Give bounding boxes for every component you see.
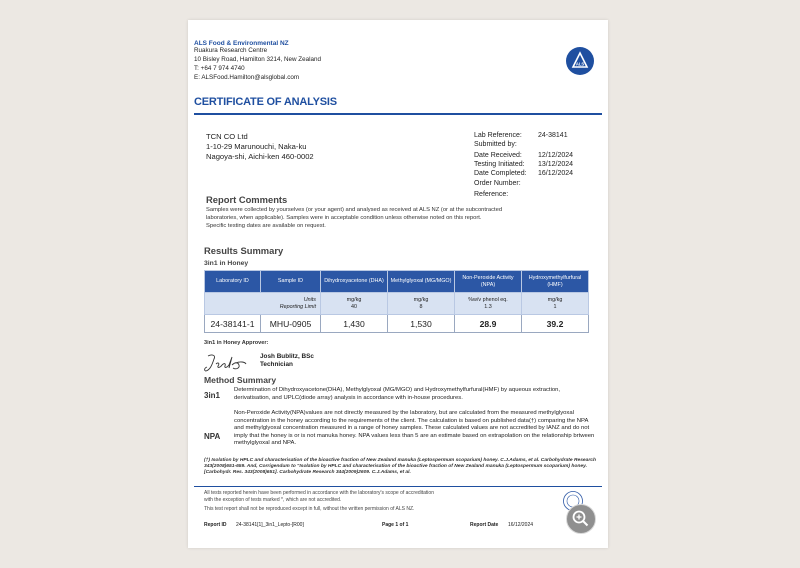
address-line: Ruakura Research Centre [194,47,268,54]
footer-line: This test report shall not be reproduced except in full, without the written permission of ALS NZ. [204,506,415,512]
column-header: Sample ID [261,271,321,293]
lab-name: ALS Food & Environmental NZ [194,40,289,47]
lab-reference-value: 24-38141 [538,132,568,139]
units-row [205,293,589,315]
column-header: Non-Peroxide Activity (NPA) [455,271,522,293]
hmf-value: 39.2 [522,315,589,333]
npa-value: 28.9 [455,315,522,333]
reference-label: Reference: [474,191,509,198]
unit-cell: mg/kg 8 [388,293,455,315]
lab-id-cell: 24-38141-1 [205,315,261,333]
signer-block [260,353,314,369]
units-label-cell [205,293,321,315]
results-subheading: 3in1 in Honey [204,260,249,267]
testing-initiated-label: Testing Initiated: [474,161,525,168]
comment-line: Specific testing dates are available on request. [206,223,326,229]
signature [202,350,250,376]
date-completed-value: 16/12/2024 [538,170,574,177]
results-summary-heading: Results Summary [204,245,284,256]
order-number-label: Order Number: [474,180,521,187]
dha-value: 1,430 [321,315,388,333]
client-line: 1-10-29 Marunouchi, Naka-ku [206,142,307,151]
sample-id-cell: MHU-0905 [261,315,321,333]
address-line: E: ALSFood.Hamilton@alsglobal.com [194,74,300,81]
page-number: Page 1 of 1 [382,522,409,528]
method-code: NPA [204,432,221,441]
unit-cell: mg/kg 40 [321,293,388,315]
address-line: 10 Bisley Road, Hamilton 3214, New Zealand [194,56,322,63]
report-comments-heading: Report Comments [206,194,288,205]
report-id-value: 24-38141[1]_3in1_Lepto-[R00] [236,522,304,528]
signer-name: Josh Bublitz, BSc [260,353,314,360]
results-table [204,270,589,333]
date-received-label: Date Received: [474,152,522,159]
certificate-page [188,20,608,548]
page-title: CERTIFICATE OF ANALYSIS [194,96,337,108]
method-description: Determination of Dihydroxyacetone(DHA), Methylglyoxal (MG/MGO) and Hydroxymethylfurfural(HMF) by aqueous extraction, derivatisation, and UPLC(diode array) analysis in accordance with in-house procedures. [234,387,561,401]
method-description: Non-Peroxide Activity(NPA)values are not directly measured by the laboratory, but are calculated from the measured methylglyoxal concentration in the honey according to the requirements of the client. The calculation is based on published data(†) comparing the NPA and methylglyoxal concentration measured in a range of honey samples. These calculated values are not accredited by IANZ and do not imply that the honey is or is not manuka honey. NPA values less than 5 are an estimate based on extrapolation on the relationship brtween methylglyoxal and NPA. [234,410,595,447]
submitted-by-label: Submitted by: [474,141,517,148]
report-date-value: 16/12/2024 [508,522,534,528]
method-summary-heading: Method Summary [204,375,277,385]
method-code: 3in1 [204,391,221,400]
report-id-label: Report ID [204,522,227,528]
column-header: Dihydroxyacetone (DHA) [321,271,388,293]
comment-line: laboratories, when applicable). Samples were in acceptable condition unless otherwise noted on this report. [206,215,482,221]
als-logo [566,47,594,75]
date-completed-label: Date Completed: [474,170,527,177]
client-line: Nagoya-shi, Aichi-ken 460-0002 [206,152,314,161]
header-divider [194,113,602,115]
column-header: Methylglyoxal (MG/MGO) [388,271,455,293]
signer-role: Technician [260,361,293,368]
footer-line: All tests reported herein have been performed in accordance with the laboratory's scope of accreditation [204,490,434,496]
report-date-label: Report Date [470,522,499,528]
table-header-row [205,271,589,293]
reporting-limit-label: Reporting Limit [279,303,316,310]
client-line: TCN CO Ltd [206,132,248,141]
lab-reference-label: Lab Reference: [474,132,522,139]
zoom-icon[interactable] [566,504,596,534]
footer-divider [194,486,602,487]
publication-reference: (†) Isolation by HPLC and characterisation of the bioactive fraction of New Zealand manuka (Leptospermum scoparium) honey. C.J.Adams, et al. Carbohydrate Research 343(2008)651-659. And, Corrigendum to "Isolation by HPLC and characterisation of the bioactive fraction of New Zealand manuka (Leptospermum scoparium) honey. [Carbohydr. Res. 343(2008)651]. Carbohydrate Research 344(2009)2609. C.J.Adams, et al. [204,458,596,476]
footer-line: with the exception of tests marked *, which are not accredited. [204,497,342,503]
column-header: Hydroxymethylfurfural (HMF) [522,271,589,293]
units-label: Units [303,297,316,304]
unit-cell: mg/kg 1 [522,293,589,315]
column-header: Laboratory ID [205,271,261,293]
logo-text: ALS [575,61,585,67]
table-row [205,315,589,333]
testing-initiated-value: 13/12/2024 [538,161,574,168]
comment-line: Samples were collected by yourselves (or your agent) and analysed as received at ALS NZ (or at the subcontracted [206,207,503,213]
date-received-value: 12/12/2024 [538,152,574,159]
mgo-value: 1,530 [388,315,455,333]
approver-label: 3in1 in Honey Approver: [204,340,269,346]
address-line: T: +64 7 974 4740 [194,65,245,72]
unit-cell: %w/v phenol eq. 1.3 [455,293,522,315]
